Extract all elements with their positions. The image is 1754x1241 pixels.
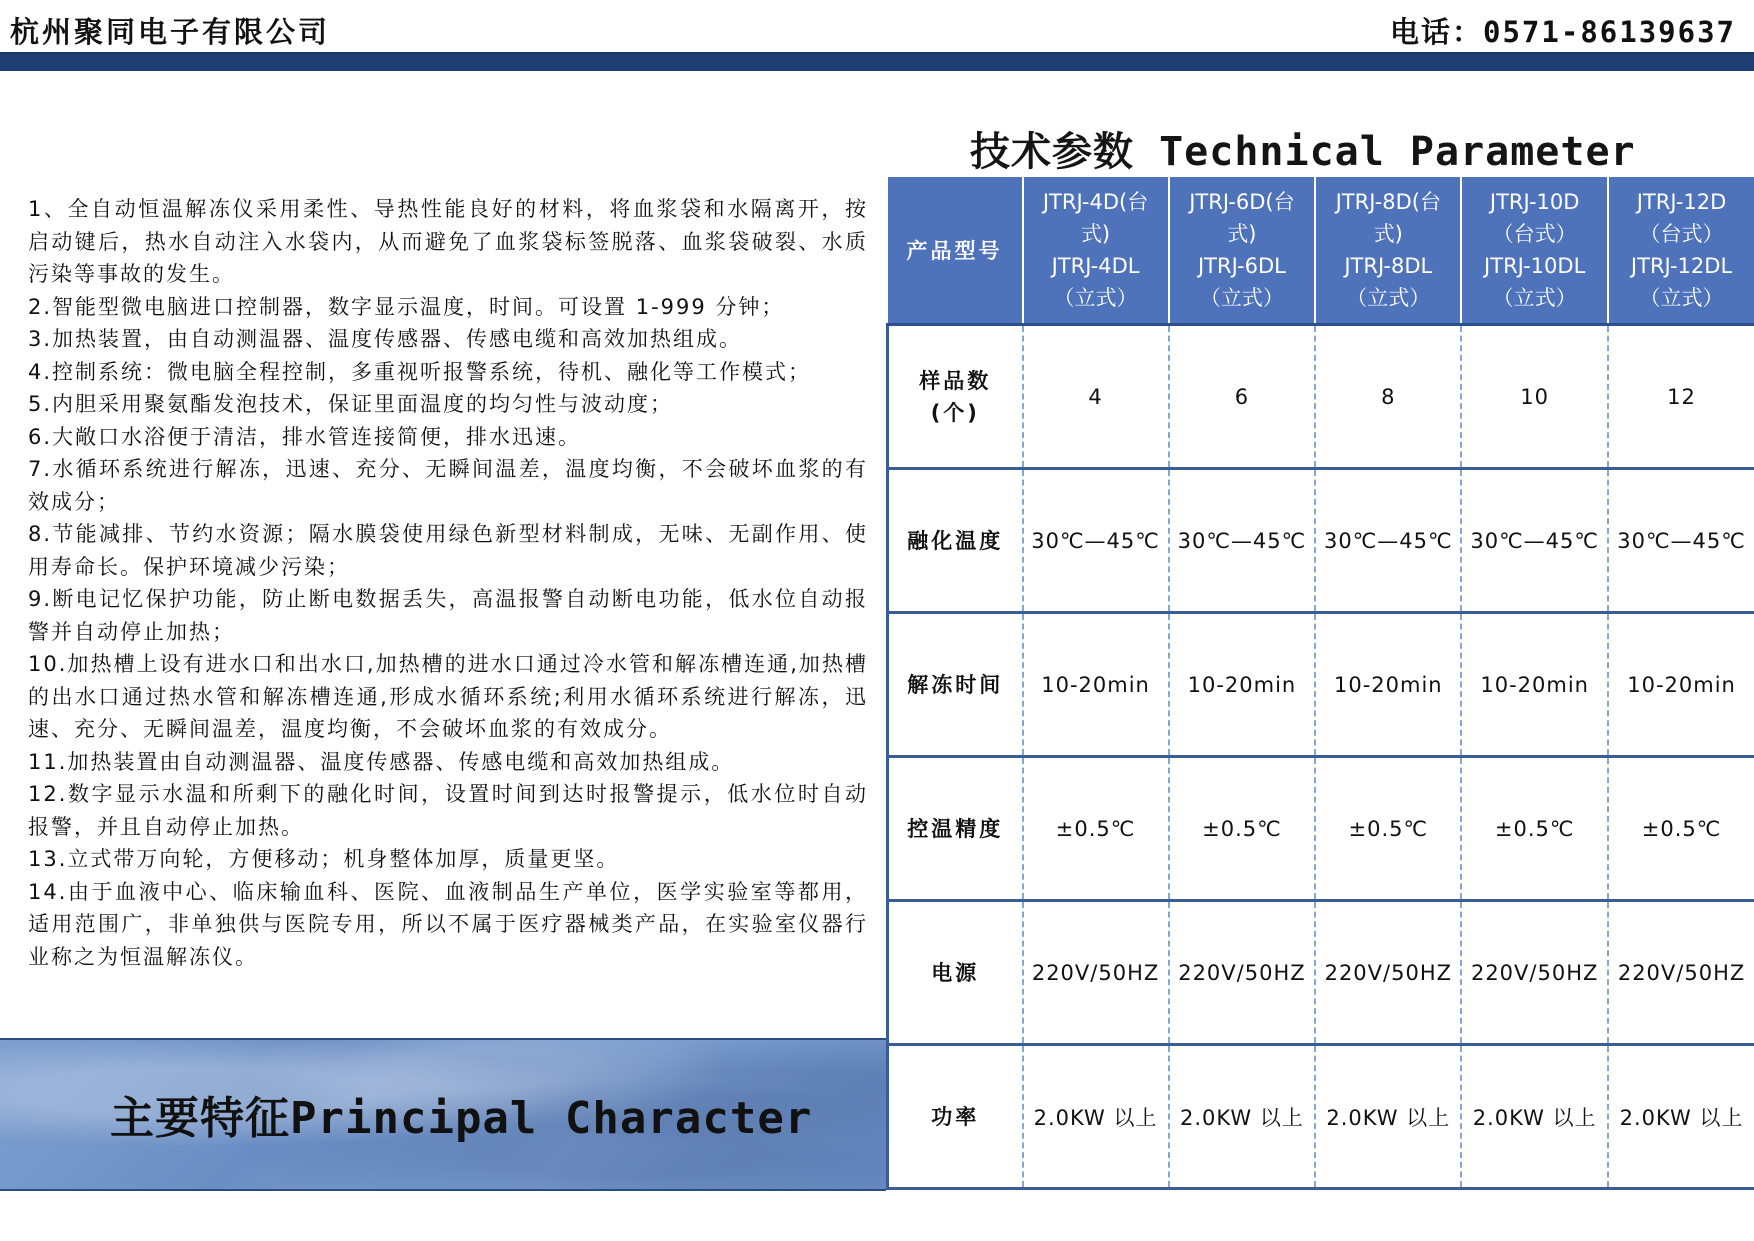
- table-cell: ±0.5℃: [1169, 757, 1316, 901]
- table-cell: 10: [1461, 325, 1608, 469]
- model-line: （立式）: [1492, 286, 1577, 310]
- header-label-product-model: 产品型号: [888, 177, 1023, 325]
- phone-number: 电话：0571-86139637: [1390, 15, 1736, 49]
- technical-parameter-title: 技术参数 Technical Parameter: [970, 129, 1636, 175]
- feature-item: 14.由于血液中心、临床输血科、医院、血液制品生产单位，医学实验室等都用，适用范围广，非单独供与医院专用，所以不属于医疗器械类产品，在实验室仪器行业称之为恒温解冻仪。: [28, 879, 868, 969]
- model-line: （立式）: [1199, 286, 1284, 310]
- table-row-thaw-time: [888, 613, 1754, 757]
- row-label: 解冻时间: [888, 613, 1023, 757]
- model-line: JTRJ-10DL: [1484, 254, 1586, 278]
- feature-item: 1、全自动恒温解冻仪采用柔性、导热性能良好的材料，将血浆袋和水隔离开，按启动键后，热水自动注入水袋内，从而避免了血浆袋标签脱落、血浆袋破裂、水质污染等事故的发生。: [28, 197, 868, 286]
- table-cell: 2.0KW 以上: [1023, 1045, 1169, 1189]
- table-cell: 10-20min: [1315, 613, 1461, 757]
- model-line: （台式）: [1639, 222, 1724, 246]
- table-cell: 10-20min: [1461, 613, 1608, 757]
- model-line: JTRJ-8DL: [1344, 254, 1433, 278]
- table-cell: 220V/50HZ: [1023, 901, 1169, 1045]
- row-label: 电源: [888, 901, 1023, 1045]
- model-line: （立式）: [1053, 286, 1138, 310]
- company-name: 杭州聚同电子有限公司: [10, 15, 331, 49]
- model-line: （台式）: [1492, 222, 1577, 246]
- table-cell: 10-20min: [1608, 613, 1754, 757]
- table-cell: 30℃—45℃: [1169, 469, 1316, 613]
- model-line: 式): [1227, 222, 1257, 246]
- table-row-power: [888, 1045, 1754, 1189]
- table-cell: 2.0KW 以上: [1315, 1045, 1461, 1189]
- row-label: 融化温度: [888, 469, 1023, 613]
- table-cell: 2.0KW 以上: [1461, 1045, 1608, 1189]
- model-line: （立式）: [1639, 286, 1724, 310]
- feature-item: 9.断电记忆保护功能，防止断电数据丢失，高温报警自动断电功能，低水位自动报警并自动停止加热；: [28, 587, 868, 644]
- model-header-cell: [1461, 177, 1608, 325]
- feature-list: [28, 193, 868, 973]
- table-cell: ±0.5℃: [1315, 757, 1461, 901]
- table-cell: 6: [1169, 325, 1316, 469]
- table-cell: 8: [1315, 325, 1461, 469]
- row-label: 样品数 (个): [888, 325, 1023, 469]
- feature-item: 4.控制系统：微电脑全程控制，多重视听报警系统，待机、融化等工作模式；: [28, 359, 812, 384]
- model-line: JTRJ-6D(台: [1189, 190, 1295, 214]
- table-cell: 30℃—45℃: [1315, 469, 1461, 613]
- model-header-cell: [1023, 177, 1169, 325]
- model-header-cell: [1169, 177, 1316, 325]
- feature-item: 5.内胆采用聚氨酯发泡技术，保证里面温度的均匀性与波动度；: [28, 392, 674, 416]
- table-cell: ±0.5℃: [1461, 757, 1608, 901]
- principal-character-title: 主要特征Principal Character: [110, 1093, 813, 1144]
- model-line: JTRJ-4D(台: [1042, 190, 1149, 214]
- model-line: JTRJ-4DL: [1051, 254, 1140, 278]
- table-cell: 2.0KW 以上: [1169, 1045, 1316, 1189]
- table-cell: 220V/50HZ: [1169, 901, 1316, 1045]
- feature-item: 10.加热槽上设有进水口和出水口,加热槽的进水口通过冷水管和解冻槽连通,加热槽的出水口通过热水管和解冻槽连通,形成水循环系统;利用水循环系统进行解冻，迅速、充分、无瞬间温差，温度均衡，不会破坏血浆的有效成分。: [28, 652, 868, 741]
- table-row-sample-count: [888, 325, 1754, 469]
- table-cell: 220V/50HZ: [1608, 901, 1754, 1045]
- feature-item: 7.水循环系统进行解冻，迅速、充分、无瞬间温差，温度均衡，不会破坏血浆的有效成分；: [28, 457, 868, 514]
- model-header-cell: [1315, 177, 1461, 325]
- feature-item: 11.加热装置由自动测温器、温度传感器、传感电缆和高效加热组成。: [28, 749, 735, 774]
- table-header-row: [888, 177, 1754, 325]
- model-header-cell: [1608, 177, 1754, 325]
- row-label: 控温精度: [888, 757, 1023, 901]
- table-cell: 30℃—45℃: [1461, 469, 1608, 613]
- model-line: JTRJ-10D: [1489, 190, 1580, 214]
- table-cell: 10-20min: [1169, 613, 1316, 757]
- feature-item: 12.数字显示水温和所剩下的融化时间，设置时间到达时报警提示，低水位时自动报警，并且自动停止加热。: [28, 782, 868, 839]
- technical-parameter-table: [886, 177, 1754, 1190]
- table-cell: 30℃—45℃: [1608, 469, 1754, 613]
- model-line: 式): [1080, 222, 1111, 246]
- table-cell: ±0.5℃: [1023, 757, 1169, 901]
- principal-character-banner: [0, 1038, 886, 1191]
- header-divider-bar: [0, 54, 1754, 71]
- feature-item: 13.立式带万向轮，方便移动；机身整体加厚，质量更坚。: [28, 847, 620, 871]
- table-cell: 2.0KW 以上: [1608, 1045, 1754, 1189]
- table-cell: 4: [1023, 325, 1169, 469]
- table-cell: 30℃—45℃: [1023, 469, 1169, 613]
- feature-item: 8.节能减排、节约水资源；隔水膜袋使用绿色新型材料制成，无味、无副作用、使用寿命长。保护环境减少污染；: [28, 522, 868, 579]
- model-line: （立式）: [1346, 286, 1431, 310]
- model-line: JTRJ-6DL: [1197, 254, 1286, 278]
- table-cell: 12: [1608, 325, 1754, 469]
- row-label: 功率: [888, 1045, 1023, 1189]
- table-cell: ±0.5℃: [1608, 757, 1754, 901]
- table-row-power-supply: [888, 901, 1754, 1045]
- model-line: JTRJ-12DL: [1630, 254, 1733, 278]
- feature-item: 6.大敞口水浴便于清洁，排水管连接简便，排水迅速。: [28, 424, 582, 449]
- table-row-temperature-accuracy: [888, 757, 1754, 901]
- feature-item: 3.加热装置，由自动测温器、温度传感器、传感电缆和高效加热组成。: [28, 327, 743, 351]
- model-line: 式): [1373, 222, 1403, 246]
- table-cell: 10-20min: [1023, 613, 1169, 757]
- feature-item: 2.智能型微电脑进口控制器，数字显示温度，时间。可设置 1-999 分钟；: [28, 294, 785, 319]
- table-row-melting-temperature: [888, 469, 1754, 613]
- table-cell: 220V/50HZ: [1461, 901, 1608, 1045]
- model-line: JTRJ-8D(台: [1335, 190, 1441, 214]
- model-line: JTRJ-12D: [1636, 190, 1727, 214]
- table-cell: 220V/50HZ: [1315, 901, 1461, 1045]
